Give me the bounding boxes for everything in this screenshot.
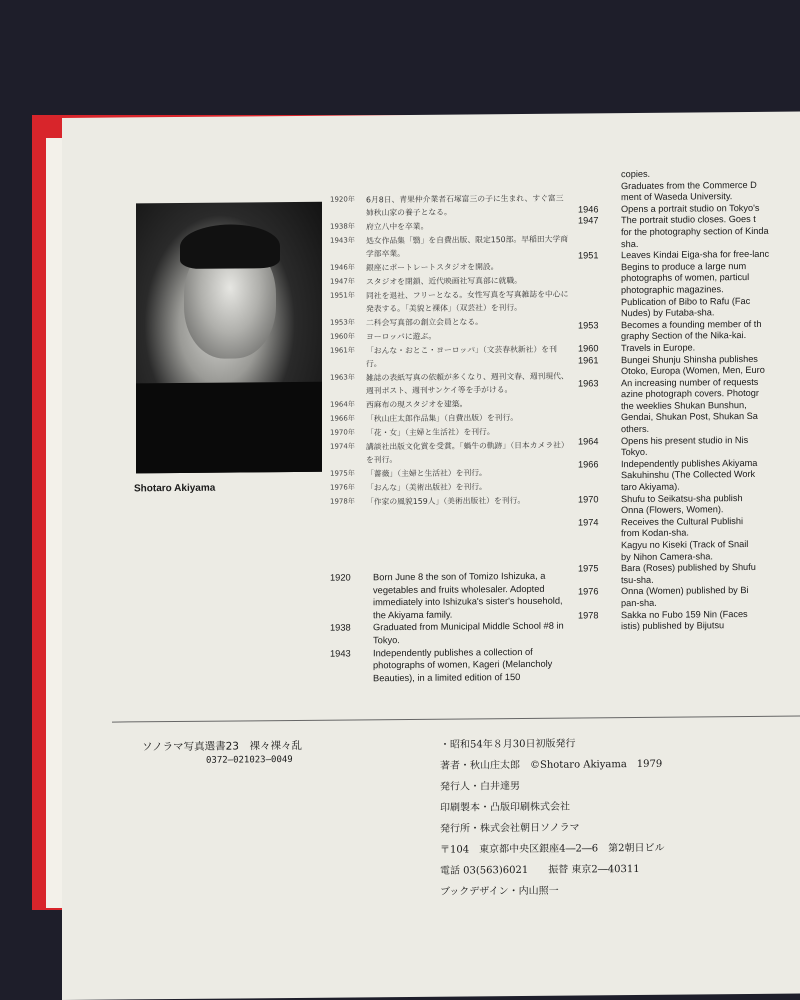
japanese-chronology (330, 192, 570, 510)
en-right-year: 1978 (578, 609, 599, 621)
en-right-line: Travels in Europe. (621, 342, 696, 354)
en-right-entry (578, 214, 800, 251)
jp-entry (330, 219, 570, 234)
en-right-line: Kagyu no Kiseki (Track of Snail (621, 539, 749, 551)
en-right-line: Leaves Kindai Eiga-sha for free-lanc (621, 248, 770, 261)
english-chronology-left (330, 570, 576, 685)
colophon-line: ・昭和54年８月30日初版発行 (440, 738, 576, 751)
jp-text: 「薔薇」（主婦と生活社）を刊行。 (366, 468, 487, 479)
en-right-line: photographic magazines. (621, 284, 724, 296)
jp-entry (330, 343, 570, 371)
jp-entry (330, 480, 570, 495)
en-right-line: Sakka no Fubo 159 Nin (Faces (621, 608, 748, 620)
en-right-line: Receives the Cultural Publishi (621, 515, 744, 527)
jp-entry (330, 425, 570, 440)
jp-year: 1951年 (330, 291, 355, 300)
jp-entry (330, 274, 570, 289)
en-text: Independently publishes a collection of photographs of women, Kageri (Melancholy Beauties), in a limited edition of 150 (373, 646, 553, 684)
book-code: 0372―021023―0049 (206, 754, 293, 766)
jp-year: 1946年 (330, 263, 355, 272)
jp-entry (330, 315, 570, 330)
jp-year: 1978年 (330, 497, 355, 506)
jp-text: スタジオを閉鎖、近代映画社写真部に就職。 (366, 275, 522, 287)
en-year: 1920 (330, 572, 351, 583)
en-right-line: Publication of Bibo to Rafu (Fac (621, 295, 751, 307)
en-right-year: 1960 (578, 343, 599, 354)
en-right-entry (578, 249, 800, 320)
en-right-line: Opens his present studio in Nis (621, 434, 749, 446)
en-right-line: ment of Waseda University. (621, 191, 733, 203)
jp-year: 1966年 (330, 414, 355, 423)
jp-year: 1947年 (330, 277, 355, 286)
jp-text: 西麻布の現スタジオを建築。 (366, 399, 468, 410)
colophon-details (440, 733, 665, 903)
en-right-year: 1975 (578, 563, 599, 574)
en-entry (330, 620, 576, 647)
en-right-entry (578, 434, 800, 459)
jp-text: 「おんな」（美術出版社）を刊行。 (366, 482, 487, 493)
jp-text: ヨーロッパに遊ぶ。 (366, 331, 437, 342)
en-text: Graduated from Municipal Middle School #8 in Tokyo. (373, 620, 564, 646)
en-right-year: 1976 (578, 586, 599, 597)
en-text: Born June 8 the son of Tomizo Ishizuka, a vegetables and fruits wholesaler. Adopted immediately into Ishizuka's sister's household, the Akiyama family. (373, 570, 563, 621)
en-right-line: Graduates from the Commerce D (621, 179, 757, 191)
en-right-year: 1970 (578, 493, 599, 505)
en-right-line: the weeklies Shukan Bunshun, (621, 399, 747, 411)
series-title: ソノラマ写真選書23 裸々裸々乱 (142, 739, 302, 754)
en-right-line: Gendai, Shukan Post, Shukan Sa (621, 411, 758, 423)
en-right-year: 1966 (578, 459, 599, 470)
photo-hair-shape (180, 224, 280, 269)
colophon-line: 発行所・株式会社朝日ソノラマ (440, 822, 580, 835)
jp-entry (330, 494, 570, 509)
en-right-line: copies. (621, 168, 651, 180)
en-right-line: Onna (Flowers, Women). (621, 504, 724, 516)
en-right-year: 1951 (578, 250, 599, 261)
en-right-line: Independently publishes Akiyama (621, 457, 758, 469)
colophon-line: 著者・秋山庄太郎 ©Shotaro Akiyama 1979 (440, 758, 663, 772)
jp-year: 1960年 (330, 332, 355, 341)
jp-year: 1961年 (330, 346, 355, 355)
en-right-line: tsu-sha. (621, 574, 654, 585)
en-right-line: pan-sha. (621, 597, 657, 609)
jp-entry (330, 260, 570, 275)
jp-text: 「おんな・おとこ・ヨーロッパ」（文芸春秋新社）を刊行。 (366, 344, 557, 369)
en-right-line: An increasing number of requests (621, 376, 759, 388)
en-right-line: Tokyo. (621, 447, 648, 458)
portrait-photo (136, 202, 322, 474)
en-right-year: 1974 (578, 517, 599, 528)
jp-year: 1920年 (330, 195, 355, 204)
en-right-line: Otoko, Europa (Women, Men, Euro (621, 364, 765, 377)
en-right-year: 1947 (578, 215, 599, 226)
jp-entry (330, 439, 570, 467)
english-chronology-right (578, 168, 800, 634)
en-right-entry (578, 353, 800, 378)
colophon-line: ブックデザイン・内山照一 (440, 885, 559, 898)
jp-text: 講談社出版文化賞を受賞。「蝸牛の軌跡」（日本カメラ社）を刊行。 (366, 440, 569, 465)
photo-body-shape (136, 382, 322, 474)
en-right-entry (578, 608, 800, 633)
en-right-line: The portrait studio closes. Goes t (621, 214, 756, 226)
en-right-line: Sakuhinshu (The Collected Work (621, 469, 756, 481)
jp-year: 1975年 (330, 469, 355, 478)
book-page (62, 112, 800, 1000)
en-year: 1938 (330, 622, 351, 634)
jp-year: 1943年 (330, 236, 355, 245)
colophon-line: 印刷製本・凸版印刷株式会社 (440, 801, 570, 814)
en-entry (330, 645, 576, 685)
jp-text: 二科会写真部の創立会員となる。 (366, 317, 483, 328)
jp-year: 1974年 (330, 442, 355, 451)
en-year: 1943 (330, 648, 351, 659)
en-right-year: 1963 (578, 378, 599, 389)
jp-text: 「秋山庄太郎作品集」（自費出版）を刊行。 (366, 413, 519, 424)
en-right-entry (578, 318, 800, 343)
en-right-year: 1946 (578, 204, 599, 215)
en-right-line: taro Akiyama). (621, 481, 680, 493)
en-right-line: azine photograph covers. Photogr (621, 388, 759, 400)
jp-entry (330, 411, 570, 426)
en-entry (330, 570, 576, 623)
jp-text: 「花・女」（主婦と生活社）を刊行。 (366, 427, 495, 438)
en-right-line: photographs of women, particul (621, 272, 750, 284)
en-right-line: Nudes) by Futaba-sha. (621, 307, 715, 319)
colophon-line: 〒104 東京都中央区銀座4―2―6 第2朝日ビル (440, 842, 665, 856)
colophon-line: 電話 03(563)6021 振替 東京2―40311 (440, 863, 640, 877)
jp-text: 雑誌の表紙写真の依頼が多くなり、週刊文春、週刊現代、週刊ポスト、週刊サンケイ等を手がける。 (366, 371, 569, 396)
jp-year: 1970年 (330, 428, 355, 437)
jp-text: 府立八中を卒業。 (366, 221, 429, 232)
jp-entry (330, 288, 570, 316)
en-right-year: 1961 (578, 354, 599, 365)
jp-entry (330, 329, 570, 344)
jp-year: 1976年 (330, 483, 355, 492)
en-right-line: istis) published by Bijutsu (621, 620, 725, 632)
en-right-line: sha. (621, 238, 639, 249)
en-right-entry (578, 585, 800, 610)
jp-entry (330, 466, 570, 481)
en-right-line: Becomes a founding member of th (621, 318, 762, 330)
jp-year: 1938年 (330, 222, 355, 231)
en-right-line: Begins to produce a large num (621, 260, 747, 272)
en-right-entry (578, 376, 800, 436)
photo-caption: Shotaro Akiyama (134, 482, 216, 495)
en-right-line: for the photography section of Kinda (621, 225, 769, 238)
en-right-line: from Kodan-sha. (621, 527, 689, 539)
jp-text: 6月8日、青果仲介業者石塚富三の子に生まれ、すぐ富三姉秋山家の養子となる。 (366, 193, 564, 218)
en-right-entry (578, 492, 800, 517)
en-right-line: Shufu to Seikatsu-sha publish (621, 492, 743, 504)
jp-text: 「作家の風貌159人」（美術出版社）を刊行。 (366, 495, 526, 507)
jp-year: 1963年 (330, 373, 355, 382)
en-right-year: 1953 (578, 320, 599, 331)
jp-entry (330, 192, 570, 220)
en-right-entry (578, 562, 800, 587)
en-right-entry (578, 168, 800, 205)
en-right-line: Bungei Shunju Shinsha publishes (621, 353, 758, 365)
jp-text: 銀座にポートレートスタジオを開設。 (366, 262, 499, 273)
jp-year: 1964年 (330, 400, 355, 409)
en-right-year: 1964 (578, 435, 599, 447)
jp-text: 処女作品集「翳」を自費出版、限定150部。早稲田大学商学部卒業。 (366, 234, 569, 259)
colophon-series (142, 738, 302, 766)
divider-rule (112, 716, 800, 723)
en-right-line: graphy Section of the Nika-kai. (621, 330, 747, 342)
en-right-line: others. (621, 423, 650, 435)
jp-entry (330, 370, 570, 398)
jp-year: 1953年 (330, 318, 355, 327)
colophon-line: 発行人・白井達男 (440, 781, 520, 793)
en-right-line: Onna (Women) published by Bi (621, 585, 749, 597)
jp-text: 同社を退社、フリーとなる。女性写真を写真雑誌を中心に発表する。「美貌と裸体」（双芸社）を刊行。 (366, 289, 569, 314)
jp-entry (330, 397, 570, 412)
en-right-entry (578, 457, 800, 494)
en-right-line: by Nihon Camera-sha. (621, 550, 713, 562)
en-right-line: Opens a portrait studio on Tokyo's (621, 202, 760, 214)
en-right-entry (578, 515, 800, 563)
en-right-line: Bara (Roses) published by Shufu (621, 562, 756, 574)
jp-entry (330, 233, 570, 261)
